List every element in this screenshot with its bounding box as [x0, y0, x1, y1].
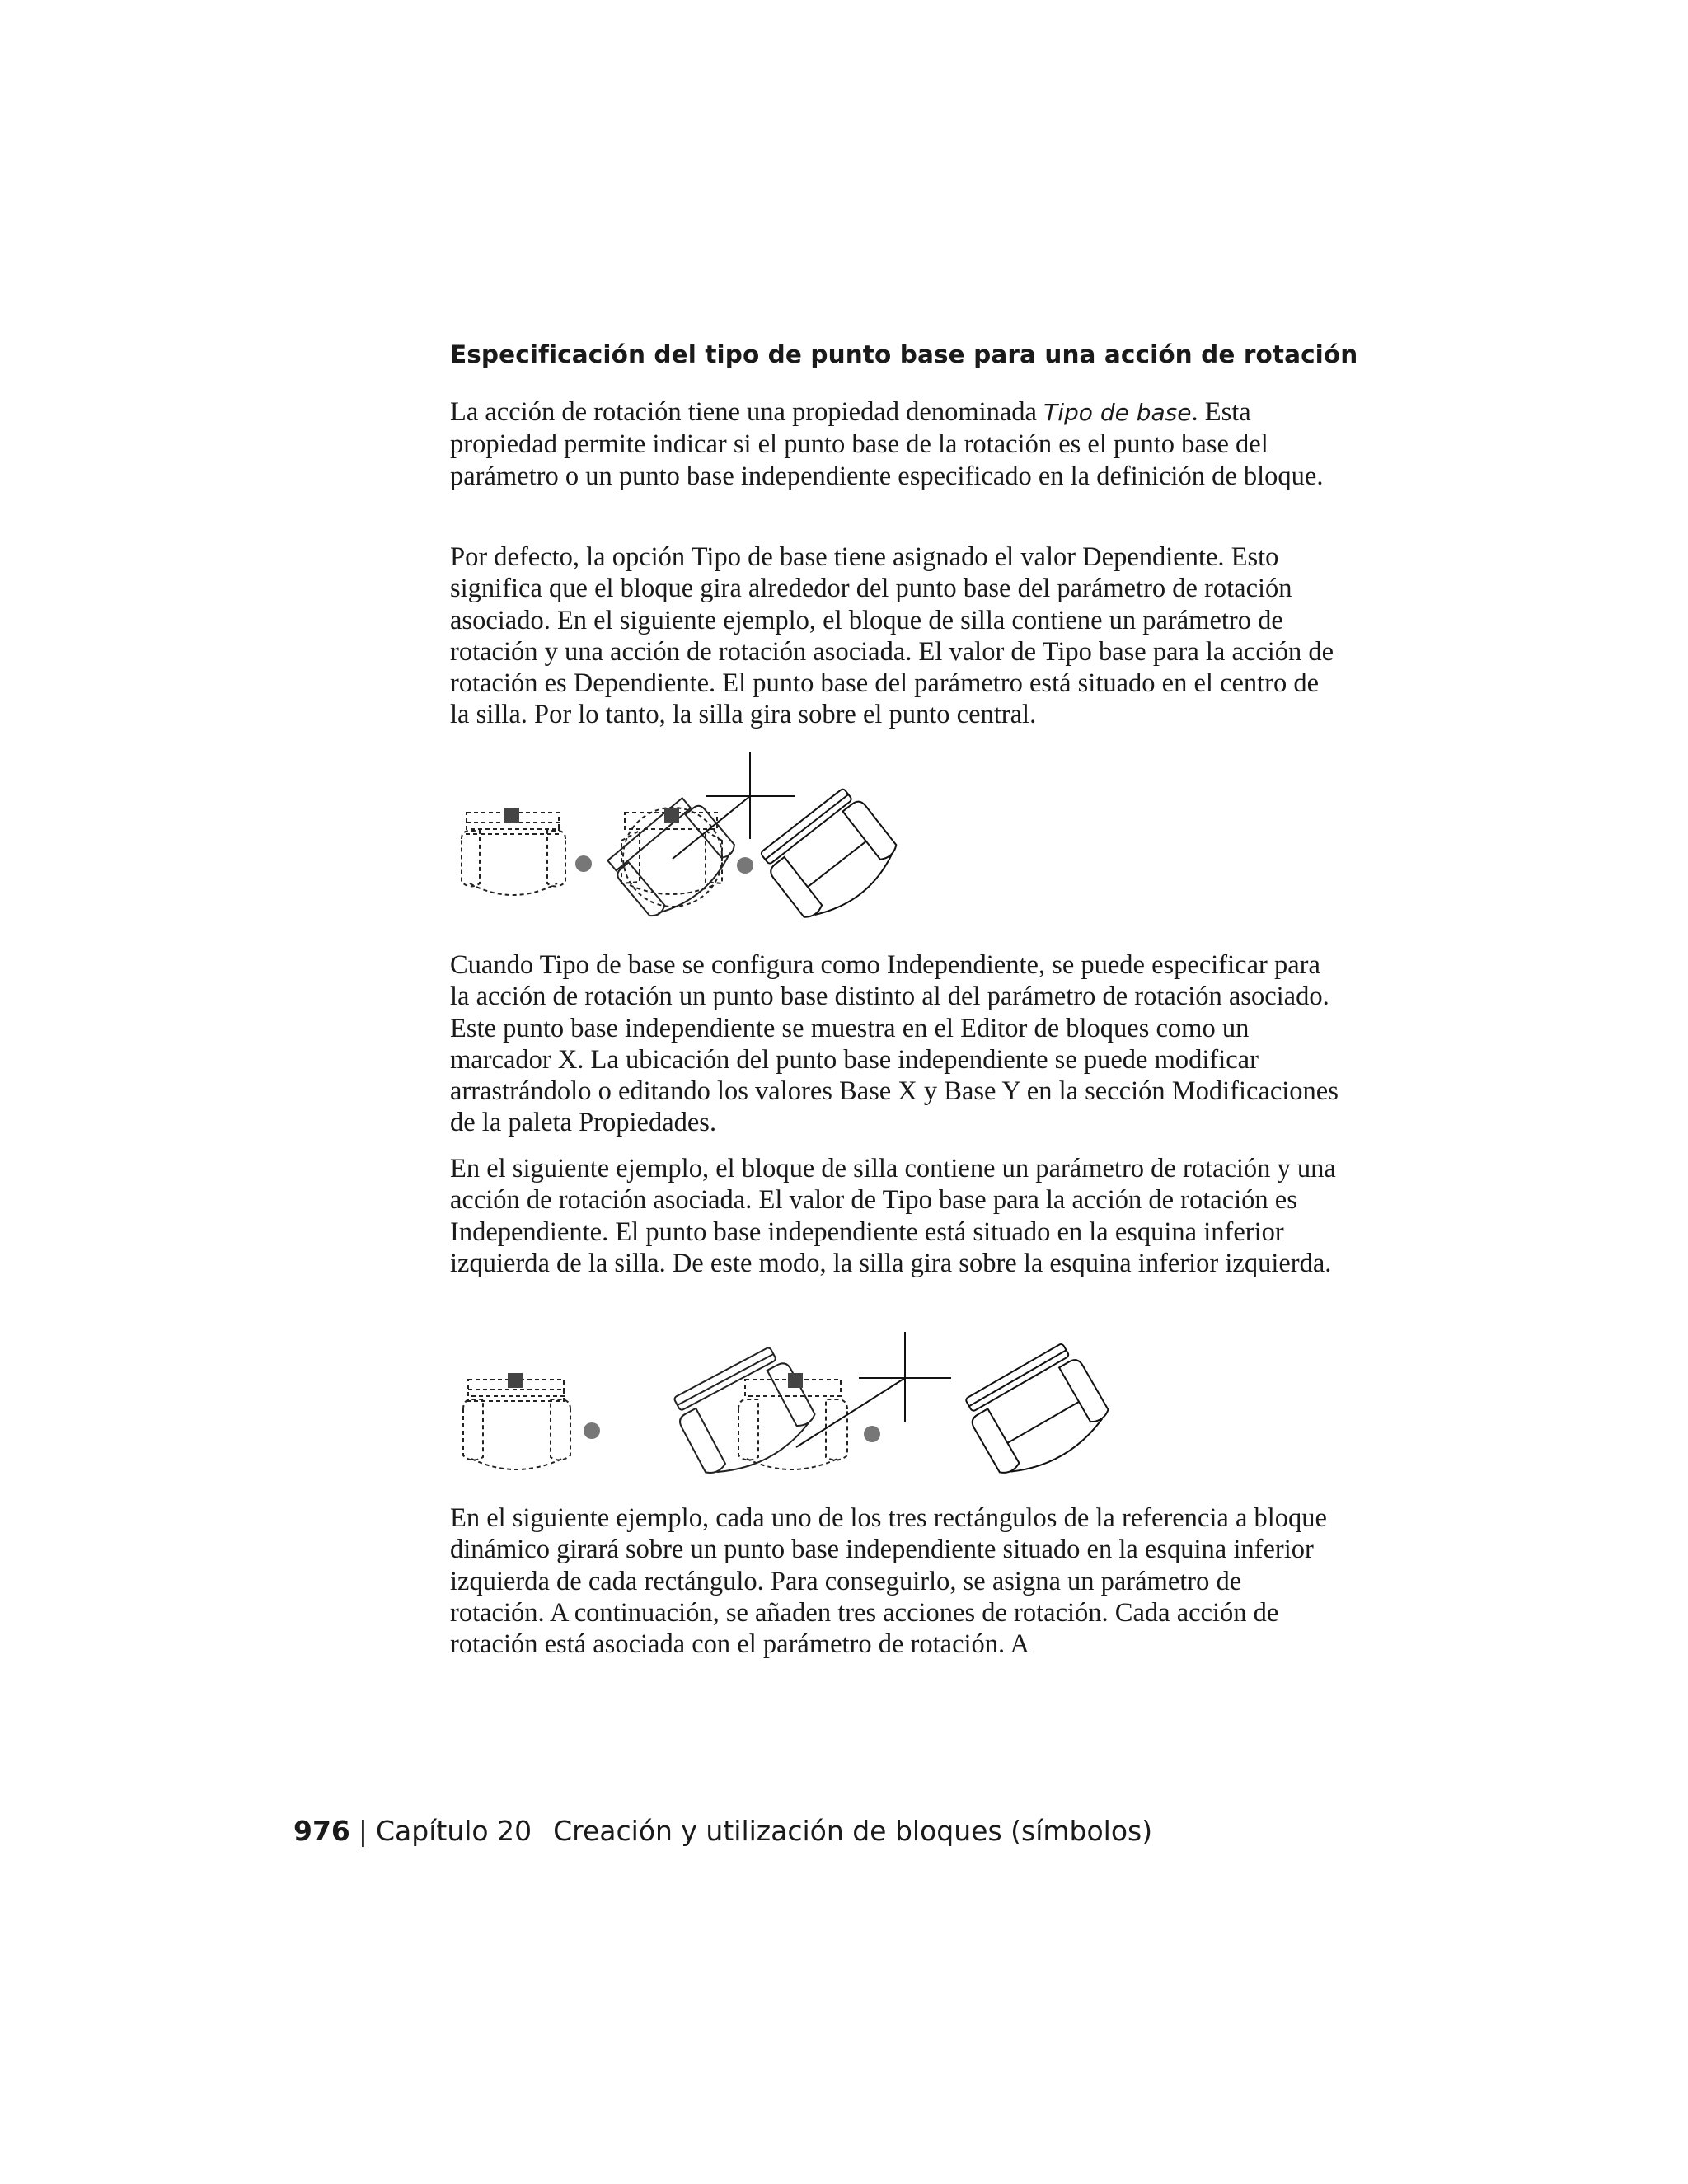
base-point-marker	[864, 1426, 880, 1442]
chapter-label: Capítulo 20	[376, 1815, 532, 1847]
paragraph-text: La acción de rotación tiene una propiedad denominada	[450, 397, 1044, 427]
dependent-rotation-figure	[445, 742, 923, 931]
footer-separator: |	[358, 1815, 368, 1847]
page-number: 976	[293, 1815, 350, 1847]
independent-rotation-figure	[445, 1319, 1137, 1492]
chair-rotated-result	[757, 784, 907, 930]
chair-rotating-ghost	[668, 1343, 847, 1487]
base-point-marker	[737, 857, 753, 874]
paragraph-base-type-intro	[450, 396, 1340, 492]
section-heading: Especificación del tipo de punto base para una acción de rotación	[450, 340, 1358, 368]
chair-rotated-result	[959, 1340, 1117, 1487]
chair-original-dashed	[462, 813, 565, 895]
rotation-grip-square	[788, 1373, 803, 1388]
paragraph-independent-example: En el siguiente ejemplo, el bloque de silla contiene un parámetro de rotación y una acción de rotación asociada. El valor de Tipo base para la acción de rotación es Independiente. El punto base independiente está situado en la esquina inferior izquierda de la silla. De este modo, la silla gira sobre la esquina inferior izquierda.	[450, 1154, 1336, 1278]
rotation-grip-square	[664, 808, 679, 823]
rotation-grip-square	[504, 808, 519, 823]
paragraph-rectangles-example: En el siguiente ejemplo, cada uno de los tres rectángulos de la referencia a bloque dinámico girará sobre un punto base independiente situado en la esquina inferior izquierda de cada rectángulo. Para conseguirlo, se asigna un parámetro de rotación. A continuación, se añaden tres acciones de rotación. Cada acción de rotación está asociada con el parámetro de rotación. A	[450, 1503, 1327, 1660]
chapter-title: Creación y utilización de bloques (símbolos)	[553, 1815, 1153, 1847]
italic-term: Tipo de base	[1043, 399, 1192, 426]
paragraph-dependent: Por defecto, la opción Tipo de base tiene asignado el valor Dependiente. Esto significa que el bloque gira alrededor del punto base del parámetro de rotación asociado. En el siguiente ejemplo, el bloque de silla contiene un parámetro de rotación y una acción de rotación asociada. El valor de Tipo base para la acción de rotación es Dependiente. El punto base del parámetro está situado en el centro de la silla. Por lo tanto, la silla gira sobre el punto central.	[450, 542, 1334, 730]
page-footer	[293, 1813, 1152, 1849]
base-point-marker	[584, 1422, 600, 1439]
chair-original-dashed	[463, 1380, 570, 1469]
paragraph-text: . Esta propiedad permite indicar si el punto base de la rotación es el punto base del parámetro o un punto base independiente especificado en la definición de bloque.	[450, 397, 1324, 491]
paragraph-independent: Cuando Tipo de base se configura como Independiente, se puede especificar para la acción de rotación un punto base distinto al del parámetro de rotación asociado. Este punto base independiente se muestra en el Editor de bloques como un marcador X. La ubicación del punto base independiente se puede modificar arrastrándolo o editando los valores Base X y Base Y en la sección Modificaciones de la paleta Propiedades.	[450, 950, 1339, 1138]
rotation-grip-square	[508, 1373, 523, 1388]
base-point-marker	[575, 855, 592, 872]
